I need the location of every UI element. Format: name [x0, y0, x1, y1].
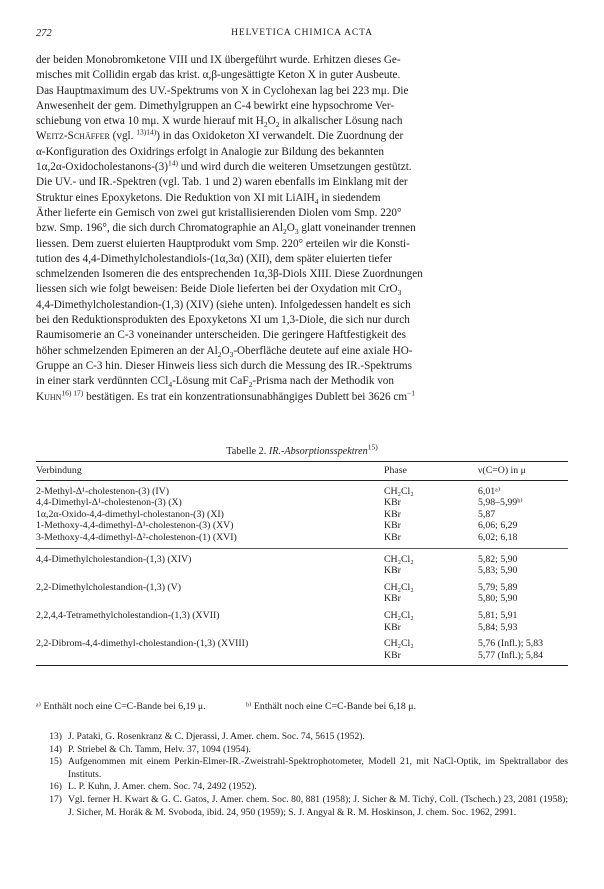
footnote — [36, 744, 568, 757]
cell-phase: KBr — [384, 520, 401, 532]
cell-value: 5,81; 5,91 — [478, 609, 518, 621]
cell-value: 5,82; 5,90 — [478, 553, 518, 565]
cell-phase: CH₂Cl₂ — [384, 553, 414, 565]
table-row — [36, 650, 568, 666]
col-header-compound: Verbindung — [36, 462, 384, 481]
cell-value: 5,79; 5,89 — [478, 581, 518, 593]
body-line: Weitz-Schäffer (vgl. $^{13)14)}$) in das Oxidoketon XI verwandelt. Die Zuordnung der — [36, 127, 404, 143]
cell-compound — [36, 565, 384, 577]
footnote-text: P. Striebel & Ch. Tamm, Helv. 37, 1094 (1954). — [68, 743, 251, 755]
body-line: in einer stark verdünnten CCl$_4$-Lösung mit CaF$_2$-Prisma nach der Methodik von — [36, 375, 394, 390]
body-line: tution des 4,4-Dimethylcholestandiols-(1α,3α) (XII), dem später eluierten tiefer — [36, 252, 392, 265]
footnote-number: 14) — [49, 743, 62, 755]
cell-phase: CH₂Cl₂ — [384, 609, 414, 621]
journal-title: HELVETICA CHIMICA ACTA — [231, 28, 373, 38]
table-row — [36, 622, 568, 634]
cell-phase: CH₂Cl₂ — [384, 638, 414, 650]
author-name: Weitz-Schäffer — [36, 130, 110, 143]
cell-compound — [36, 650, 384, 666]
cell-value: 6,02; 6,18 — [478, 532, 568, 548]
cell-phase: KBr — [384, 532, 478, 548]
cell-value: 5,98–5,99ᵇ⁾ — [478, 497, 523, 509]
cell-phase: KBr — [384, 497, 401, 509]
body-line: misches mit Collidin ergab das krist. α,β-ungesättigte Keton X in guter Ausbeute. — [36, 69, 401, 82]
col-header-band: ν(C=O) in μ — [478, 462, 568, 481]
body-line: Raumisomerie an C-3 voneinander unterscheiden. Die geringere Haftfestigkeit des — [36, 329, 406, 342]
footnote-ref: 14) — [167, 158, 178, 168]
footnote-text: J. Pataki, G. Rosenkranz & C. Djerassi, J. Amer. chem. Soc. 74, 5615 (1952). — [68, 731, 365, 742]
cell-phase: CH₂Cl₂ — [384, 485, 414, 497]
table-row — [36, 548, 568, 565]
author-name: Kuhn — [36, 390, 62, 403]
body-line: Äther lieferte ein Gemisch von zwei gut kristallisierenden Diolen vom Smp. 220° — [36, 206, 402, 219]
body-line: Die UV.- und IR.-Spektren (vgl. Tab. 1 und 2) waren ebenfalls im Einklang mit der — [36, 176, 408, 189]
cell-phase: KBr — [384, 650, 478, 666]
footnote-text: Vgl. ferner H. Kwart & G. C. Gatos, J. Amer. chem. Soc. 80, 881 (1958); J. Sicher & M. Tichý, Coll. (Tschech.) 23, 2081 (1958); J. Sicher, M. Horák & M. Svoboda, ibid. 24, 950 (1959); S. J. Angyal & R. M. Hoskinson, J. chem. Soc. 1962, 2991. — [68, 793, 568, 818]
table-row — [36, 633, 568, 650]
body-line: der beiden Monobromketone VIII und IX übergeführt wurde. Erhitzen dieses Ge- — [36, 54, 401, 66]
table-note-a: ᵃ⁾ Enthält noch eine C=C-Bande bei 6,19 μ. — [36, 701, 206, 712]
cell-compound: 1α,2α-Oxido-4,4-dimethyl-cholestanon-(3) (XI) — [36, 508, 224, 520]
body-line: schiebung von etwa 10 mμ. X wurde hierauf mit $H_2O_2$ in alkalischer Lösung nach — [36, 115, 403, 130]
table-row — [36, 605, 568, 622]
body-line: Das Hauptmaximum des UV.-Spektrums von X in Cyclohexan lag bei 223 mμ. Die — [36, 84, 409, 97]
footnote-number: 15) — [49, 756, 62, 768]
body-line: Struktur eines Epoxyketons. Die Reduktion von XI mit LiAlH$_4$ in siedendem — [36, 191, 381, 206]
cell-value: 5,87 — [478, 508, 496, 520]
cell-compound — [36, 593, 384, 605]
table-footnotes — [36, 701, 568, 712]
table-row — [36, 577, 568, 594]
cell-value: 5,76 (Infl.); 5,83 — [478, 638, 544, 650]
body-line: α-Konfiguration des Oxidrings erfolgt in Analogie zur Bildung des bekannten — [36, 145, 384, 158]
body-line: liessen sich wie folgt beweisen: Beide Diole lieferten bei der Oxydation mit CrO$_3$ — [36, 283, 402, 298]
table-row — [36, 509, 568, 521]
table-caption: Tabelle 2. IR.-Absorptionsspektren$^{15)}$ — [226, 442, 378, 457]
cell-compound: 2,2,4,4-Tetramethylcholestandion-(1,3) (XVII) — [36, 609, 220, 621]
table-row — [36, 497, 568, 509]
footnote-text: Aufgenommen mit einem Perkin-Elmer-IR.-Zweistrahl-Spektrophotometer, Modell 21, mit NaCl-Optik, im Spektrallabor des Instituts. — [68, 756, 568, 780]
cell-value: 6,01ᵃ⁾ — [478, 485, 501, 497]
footnote-number: 13) — [49, 731, 62, 742]
body-line: Gruppe an C-3 hin. Dieser Hinweis liess sich durch die Messung des IR.-Spektrums — [36, 359, 412, 372]
footnote-ref: 15) — [367, 442, 378, 452]
page-number: 272 — [36, 28, 52, 39]
body-line: $1\alpha,2\alpha-Oxidocholestanons-(3)^{14)}$ und wird durch die weiteren Umsetzungen gestützt. — [36, 158, 412, 174]
cell-compound: 4,4-Dimethyl-Δ¹-cholestenon-(3) (X) — [36, 497, 182, 509]
cell-compound: 2,2-Dibrom-4,4-dimethyl-cholestandion-(1,3) (XVIII) — [36, 638, 249, 650]
table-row — [36, 480, 568, 497]
table-row — [36, 520, 568, 532]
footnote — [36, 794, 568, 819]
footnote-number: 17) — [49, 793, 62, 805]
table-row — [36, 593, 568, 605]
cell-phase: KBr — [384, 508, 401, 520]
cell-compound — [36, 622, 384, 634]
cell-phase: KBr — [384, 621, 401, 633]
body-line: höher schmelzenden Epimeren an der $Al_2O_3$-Oberfläche deutete auf eine axiale HO- — [36, 344, 413, 359]
body-line: Kuhn$^{16) 17)}$ bestätigen. Es trat ein konzentrationsunabhängiges Dublett bei 3626 $cm^{-1}$ — [36, 387, 416, 403]
body-line: Anwesenheit der gem. Dimethylgruppen an C-4 bewirkt eine hypsochrome Ver- — [36, 99, 395, 112]
cell-value: 5,80; 5,90 — [478, 593, 518, 605]
cell-compound: 2,2-Dimethylcholestandion-(1,3) (V) — [36, 581, 182, 593]
ir-absorption-table — [36, 461, 568, 666]
cell-phase: CH₂Cl₂ — [384, 581, 414, 593]
cell-phase: KBr — [384, 593, 401, 605]
cell-value: 5,84; 5,93 — [478, 621, 518, 633]
footnote-ref: 16) 17) — [61, 387, 84, 397]
cell-compound: 3-Methoxy-4,4-dimethyl-Δ²-cholestenon-(1) (XVI) — [36, 532, 384, 548]
body-line: bzw. Smp. 196°, die sich durch Chromatographie an $Al_2O_3$ glatt voneinander trennen — [36, 222, 416, 237]
footnotes — [36, 731, 568, 819]
col-header-phase: Phase — [384, 462, 478, 481]
footnote — [36, 756, 568, 781]
body-line: schmelzenden Isomeren die des entsprechenden 1α,3β-Diols XIII. Diese Zuordnungen — [36, 268, 423, 281]
footnote-text: L. P. Kuhn, J. Amer. chem. Soc. 74, 2492 (1952). — [68, 781, 257, 793]
cell-compound: 4,4-Dimethylcholestandion-(1,3) (XIV) — [36, 553, 192, 565]
table-header-row — [36, 462, 568, 481]
cell-value: 6,06; 6,29 — [478, 520, 518, 532]
table-row — [36, 565, 568, 577]
footnote — [36, 731, 568, 744]
table-row — [36, 532, 568, 548]
cell-value: 5,77 (Infl.); 5,84 — [478, 650, 568, 666]
cell-phase: KBr — [384, 565, 401, 577]
table-note-b: ᵇ⁾ Enthält noch eine C=C-Bande bei 6,18 μ. — [246, 701, 416, 712]
cell-compound: 1-Methoxy-4,4-dimethyl-Δ¹-cholestenon-(3) (XV) — [36, 520, 234, 532]
cell-value: 5,83; 5,90 — [478, 565, 518, 577]
footnote-ref: 13)14) — [136, 127, 157, 137]
footnote — [36, 781, 568, 794]
body-line: 4,4-Dimethylcholestandion-(1,3) (XIV) (siehe unten). Infolgedessen handelt es sich — [36, 298, 411, 311]
footnote-number: 16) — [49, 781, 62, 793]
body-line: liessen. Dem zuerst eluierten Hauptprodukt vom Smp. 220° erteilen wir die Konsti- — [36, 237, 410, 250]
cell-compound: 2-Methyl-Δ¹-cholestenon-(3) (IV) — [36, 485, 170, 497]
body-text — [36, 53, 568, 405]
body-line: bei den Reduktionsprodukten des Epoxyketons XI um 1,3-Diole, die sich nur durch — [36, 314, 410, 327]
page-header — [36, 28, 568, 42]
